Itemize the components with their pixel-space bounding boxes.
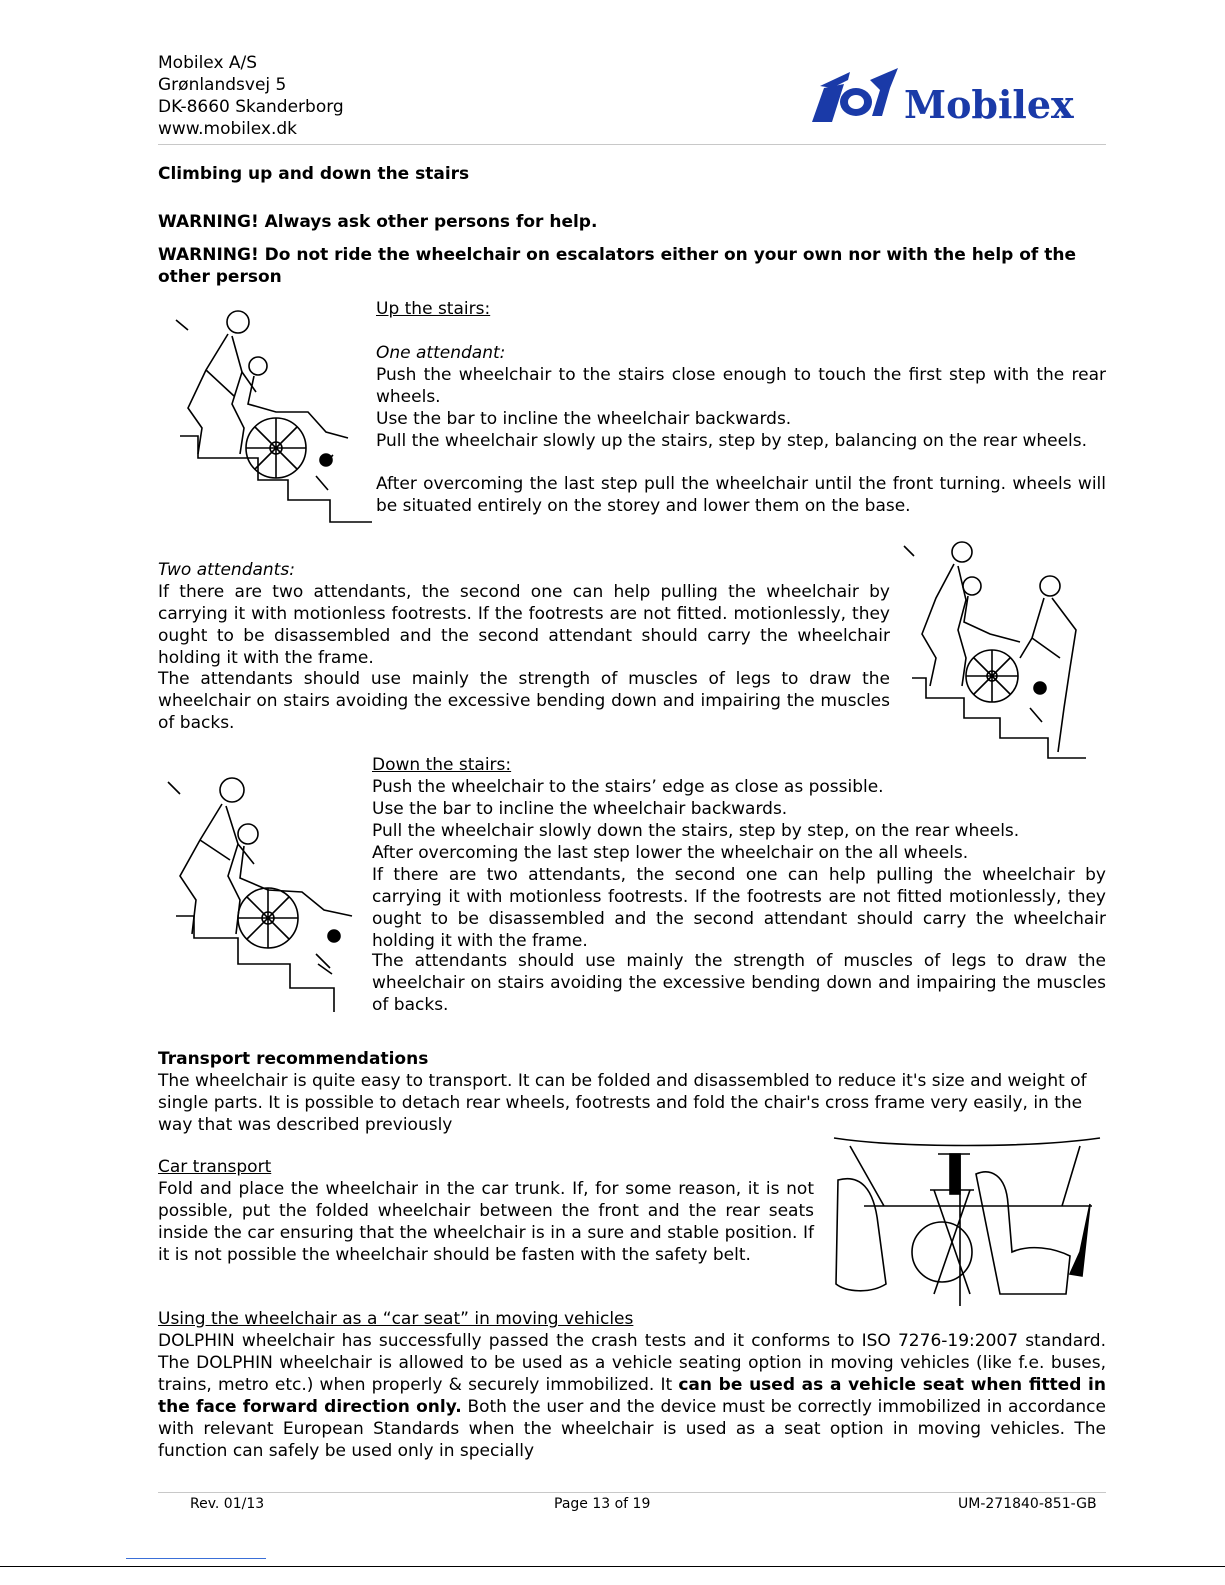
company-name: Mobilex A/S xyxy=(158,53,258,73)
up-stairs-step-2: Use the bar to incline the wheelchair backwards. xyxy=(376,409,792,429)
down-stairs-illustration xyxy=(158,768,370,1016)
down-stairs-muscles: The attendants should use mainly the strength of muscles of legs to draw the wheelchair on stairs avoiding the excessive bending down and impairing the muscles of backs. xyxy=(372,951,1106,1015)
car-seat-text: DOLPHIN wheelchair has successfully passed the crash tests and it conforms to ISO 7276-19:2007 standard. The DOLPHIN wheelchair is allowed to be used as a vehicle seating option in moving vehicles (like f.e. buses, trains, metro etc.) when properly & securely immobilized. It can be used as a vehicle seat when fitted in the face forward direction only. Both the user and the device must be correctly immobilized in accordance with relevant European Standards when the wheelchair is used as a seat option in moving vehicles. The function can safely be used only in specially xyxy=(158,1331,1106,1461)
header-divider xyxy=(158,144,1106,145)
two-attendants-label: Two attendants: xyxy=(158,560,295,580)
footer-document-id: UM-271840-851-GB xyxy=(958,1496,1097,1512)
two-attendants-text-1: If there are two attendants, the second one can help pulling the wheelchair by carrying it with motionless footrests. If the footrests are not fitted. motionlessly, they ought to be disassembled and the second attendant should carry the wheelchair holding it with the frame. xyxy=(158,582,890,668)
up-stairs-heading: Up the stairs: xyxy=(376,299,491,319)
one-attendant-label: One attendant: xyxy=(376,343,506,363)
page-edge-line xyxy=(0,1566,1225,1567)
blue-marker-line xyxy=(126,1558,266,1559)
two-attendants-illustration xyxy=(900,538,1092,762)
down-stairs-step-3: Pull the wheelchair slowly down the stairs, step by step, on the rear wheels. xyxy=(372,821,1020,841)
transport-intro: The wheelchair is quite easy to transport. It can be folded and disassembled to reduce it's size and weight of single parts. It is possible to detach rear wheels, footrests and fold the chair's cross frame very easily, in the way that was described previously xyxy=(158,1071,1087,1135)
svg-text:Mobilex: Mobilex xyxy=(904,82,1074,127)
company-city: DK-8660 Skanderborg xyxy=(158,97,344,117)
car-transport-illustration xyxy=(830,1134,1104,1306)
down-stairs-step-1: Push the wheelchair to the stairs’ edge as close as possible. xyxy=(372,777,884,797)
footer-page-number: Page 13 of 19 xyxy=(554,1496,651,1512)
up-stairs-illustration xyxy=(158,300,374,528)
company-website: www.mobilex.dk xyxy=(158,119,298,139)
warning-help: WARNING! Always ask other persons for help. xyxy=(158,212,598,232)
up-stairs-step-3: Pull the wheelchair slowly up the stairs, step by step, balancing on the rear wheels. xyxy=(376,431,1088,451)
car-transport-text: Fold and place the wheelchair in the car trunk. If, for some reason, it is not possible, put the folded wheelchair between the front and the rear seats inside the car ensuring that the wheelchair is in a sure and stable position. If it is not possible the wheelchair should be fasten with the safety belt. xyxy=(158,1179,814,1265)
down-stairs-two-attendants: If there are two attendants, the second one can help pulling the wheelchair by carrying it with motionless footrests. If the footrests are not fitted motionlessly, they ought to be disassembled and the second attendant should carry the wheelchair holding it with the frame. xyxy=(372,865,1106,951)
up-stairs-step-1: Push the wheelchair to the stairs close enough to touch the first step with the rear wheels. xyxy=(376,365,1106,407)
mobilex-logo-mark xyxy=(810,66,1072,128)
transport-title: Transport recommendations xyxy=(158,1049,429,1069)
company-street: Grønlandsvej 5 xyxy=(158,75,287,95)
footer-revision: Rev. 01/13 xyxy=(190,1496,265,1512)
footer-divider xyxy=(158,1492,1106,1493)
car-transport-heading: Car transport xyxy=(158,1157,272,1177)
up-stairs-step-4: After overcoming the last step pull the wheelchair until the front turning. wheels will be situated entirely on the storey and lower them on the base. xyxy=(376,474,1106,516)
warning-escalators: WARNING! Do not ride the wheelchair on escalators either on your own nor with the help of the other person xyxy=(158,245,1077,287)
car-seat-heading: Using the wheelchair as a “car seat” in moving vehicles xyxy=(158,1309,634,1329)
down-stairs-step-2: Use the bar to incline the wheelchair backwards. xyxy=(372,799,788,819)
mobilex-logo xyxy=(810,66,1072,128)
down-stairs-heading: Down the stairs: xyxy=(372,755,512,775)
two-attendants-text-2: The attendants should use mainly the strength of muscles of legs to draw the wheelchair on stairs avoiding the excessive bending down and impairing the muscles of backs. xyxy=(158,669,890,733)
down-stairs-step-4: After overcoming the last step lower the wheelchair on the all wheels. xyxy=(372,843,969,863)
section-title: Climbing up and down the stairs xyxy=(158,164,470,184)
